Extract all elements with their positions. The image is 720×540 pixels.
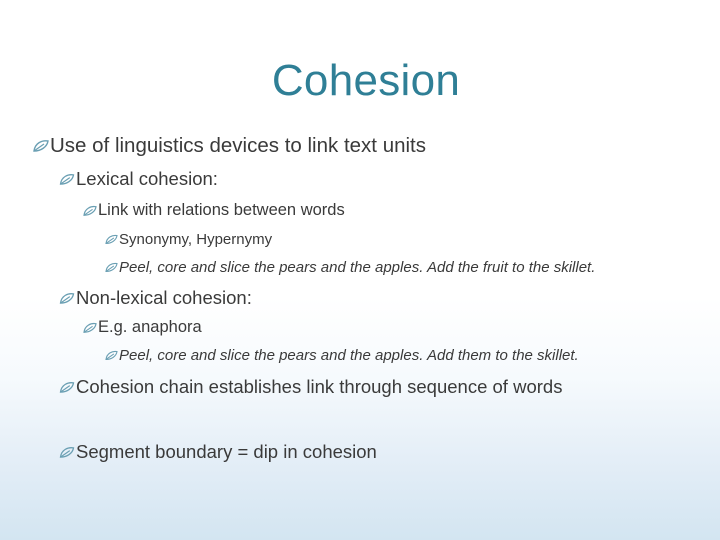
bullet-item <box>58 441 377 463</box>
bullet-text: Segment boundary = dip in cohesion <box>76 441 377 462</box>
example-text: Peel, core and slice the pears and the apples. Add them to the skillet. <box>119 347 579 364</box>
bullet-item <box>104 259 595 276</box>
bullet-text: Lexical cohesion: <box>76 168 218 189</box>
bullet-text: Link with relations between words <box>98 201 345 219</box>
leaf-bullet-icon <box>104 262 119 273</box>
bullet-item <box>58 287 252 309</box>
bullet-item <box>104 347 579 364</box>
leaf-bullet-icon <box>58 292 76 305</box>
bullet-item <box>58 376 562 398</box>
slide-title: Cohesion <box>271 56 461 105</box>
leaf-bullet-icon <box>58 446 76 459</box>
bullet-text: Synonymy, Hypernymy <box>119 231 273 248</box>
leaf-bullet-icon <box>32 139 50 153</box>
leaf-bullet-icon <box>82 322 98 334</box>
bullet-text: Cohesion chain establishes link through sequence of words <box>76 376 563 397</box>
bullet-item <box>104 231 272 248</box>
bullet-item <box>32 134 426 158</box>
bullet-text: Use of linguistics devices to link text units <box>50 134 426 157</box>
example-text: Peel, core and slice the pears and the apples. Add the fruit to the skillet. <box>119 259 596 276</box>
leaf-bullet-icon <box>82 205 98 217</box>
leaf-bullet-icon <box>58 381 76 394</box>
leaf-bullet-icon <box>58 173 76 186</box>
bullet-text: E.g. anaphora <box>98 318 202 336</box>
leaf-bullet-icon <box>104 350 119 361</box>
bullet-item <box>82 318 202 337</box>
bullet-item <box>58 168 218 190</box>
bullet-text: Non-lexical cohesion: <box>76 287 252 308</box>
bullet-item <box>82 201 345 220</box>
leaf-bullet-icon <box>104 234 119 245</box>
